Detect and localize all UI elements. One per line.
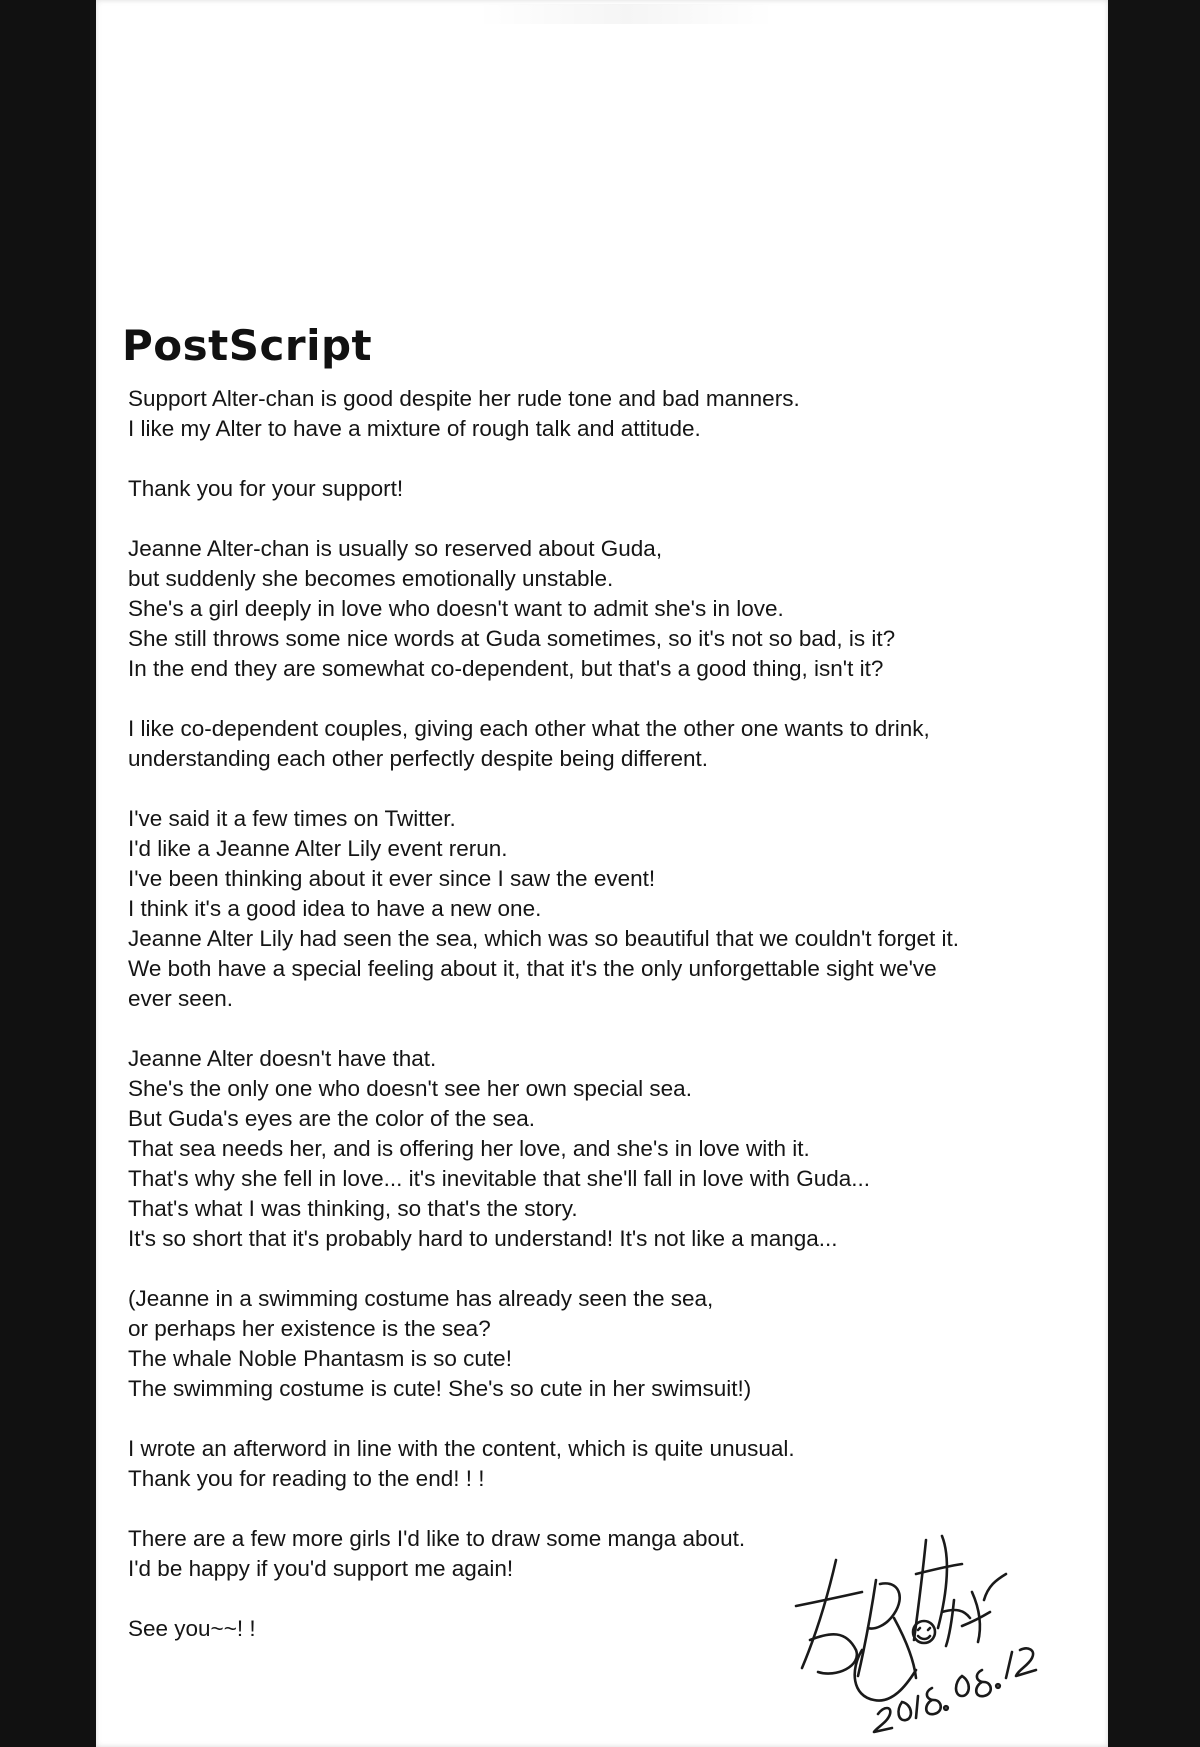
text-line: ever seen. <box>128 986 234 1011</box>
text-line: There are a few more girls I'd like to draw some manga about. <box>128 1526 746 1551</box>
text-line: We both have a special feeling about it, that it's the only unforgettable sight we've <box>128 956 937 981</box>
text-line: I've said it a few times on Twitter. <box>128 806 456 831</box>
text-line: I wrote an afterword in line with the content, which is quite unusual. <box>128 1436 795 1461</box>
text-line: She's a girl deeply in love who doesn't want to admit she's in love. <box>128 596 784 621</box>
text-line: The whale Noble Phantasm is so cute! <box>128 1346 512 1371</box>
text-line: I've been thinking about it ever since I saw the event! <box>128 866 656 891</box>
page-title: PostScript <box>122 321 373 370</box>
paragraph <box>128 474 1088 504</box>
handwritten-signature <box>766 1500 1096 1740</box>
text-line: or perhaps her existence is the sea? <box>128 1316 491 1341</box>
scan-border-left <box>0 0 96 1747</box>
scan-artifact <box>476 4 776 24</box>
text-line: Thank you for reading to the end! ! ! <box>128 1466 485 1491</box>
text-line: understanding each other perfectly despite being different. <box>128 746 708 771</box>
text-line: I'd be happy if you'd support me again! <box>128 1556 514 1581</box>
paragraph <box>128 1434 1088 1494</box>
text-line: She still throws some nice words at Guda sometimes, so it's not so bad, is it? <box>128 626 896 651</box>
text-line: That sea needs her, and is offering her love, and she's in love with it. <box>128 1136 810 1161</box>
text-line: but suddenly she becomes emotionally unstable. <box>128 566 614 591</box>
text-line: But Guda's eyes are the color of the sea. <box>128 1106 536 1131</box>
text-line: It's so short that it's probably hard to understand! It's not like a manga... <box>128 1226 838 1251</box>
text-line: She's the only one who doesn't see her own special sea. <box>128 1076 692 1101</box>
paragraph <box>128 1044 1088 1254</box>
paragraph <box>128 1284 1088 1404</box>
paragraph <box>128 804 1088 1014</box>
text-line: I like co-dependent couples, giving each other what the other one wants to drink, <box>128 716 930 741</box>
paragraph <box>128 384 1088 444</box>
text-line: That's why she fell in love... it's inevitable that she'll fall in love with Guda... <box>128 1166 870 1191</box>
text-line: Support Alter-chan is good despite her rude tone and bad manners. <box>128 386 800 411</box>
scan-border-right <box>1108 0 1200 1747</box>
paragraph <box>128 714 1088 774</box>
text-line: Thank you for your support! <box>128 476 404 501</box>
text-line: I like my Alter to have a mixture of rough talk and attitude. <box>128 416 701 441</box>
text-line: That's what I was thinking, so that's the story. <box>128 1196 578 1221</box>
text-line: (Jeanne in a swimming costume has already seen the sea, <box>128 1286 714 1311</box>
text-line: The swimming costume is cute! She's so cute in her swimsuit!) <box>128 1376 752 1401</box>
text-line: Jeanne Alter Lily had seen the sea, which was so beautiful that we couldn't forget it. <box>128 926 960 951</box>
text-line: In the end they are somewhat co-dependent, but that's a good thing, isn't it? <box>128 656 884 681</box>
paragraph <box>128 534 1088 684</box>
text-line: Jeanne Alter doesn't have that. <box>128 1046 437 1071</box>
text-line: I think it's a good idea to have a new one. <box>128 896 542 921</box>
paper-page <box>96 0 1108 1747</box>
postscript-body <box>128 384 1088 1674</box>
text-line: See you~~! ! <box>128 1616 256 1641</box>
text-line: I'd like a Jeanne Alter Lily event rerun. <box>128 836 508 861</box>
text-line: Jeanne Alter-chan is usually so reserved about Guda, <box>128 536 663 561</box>
